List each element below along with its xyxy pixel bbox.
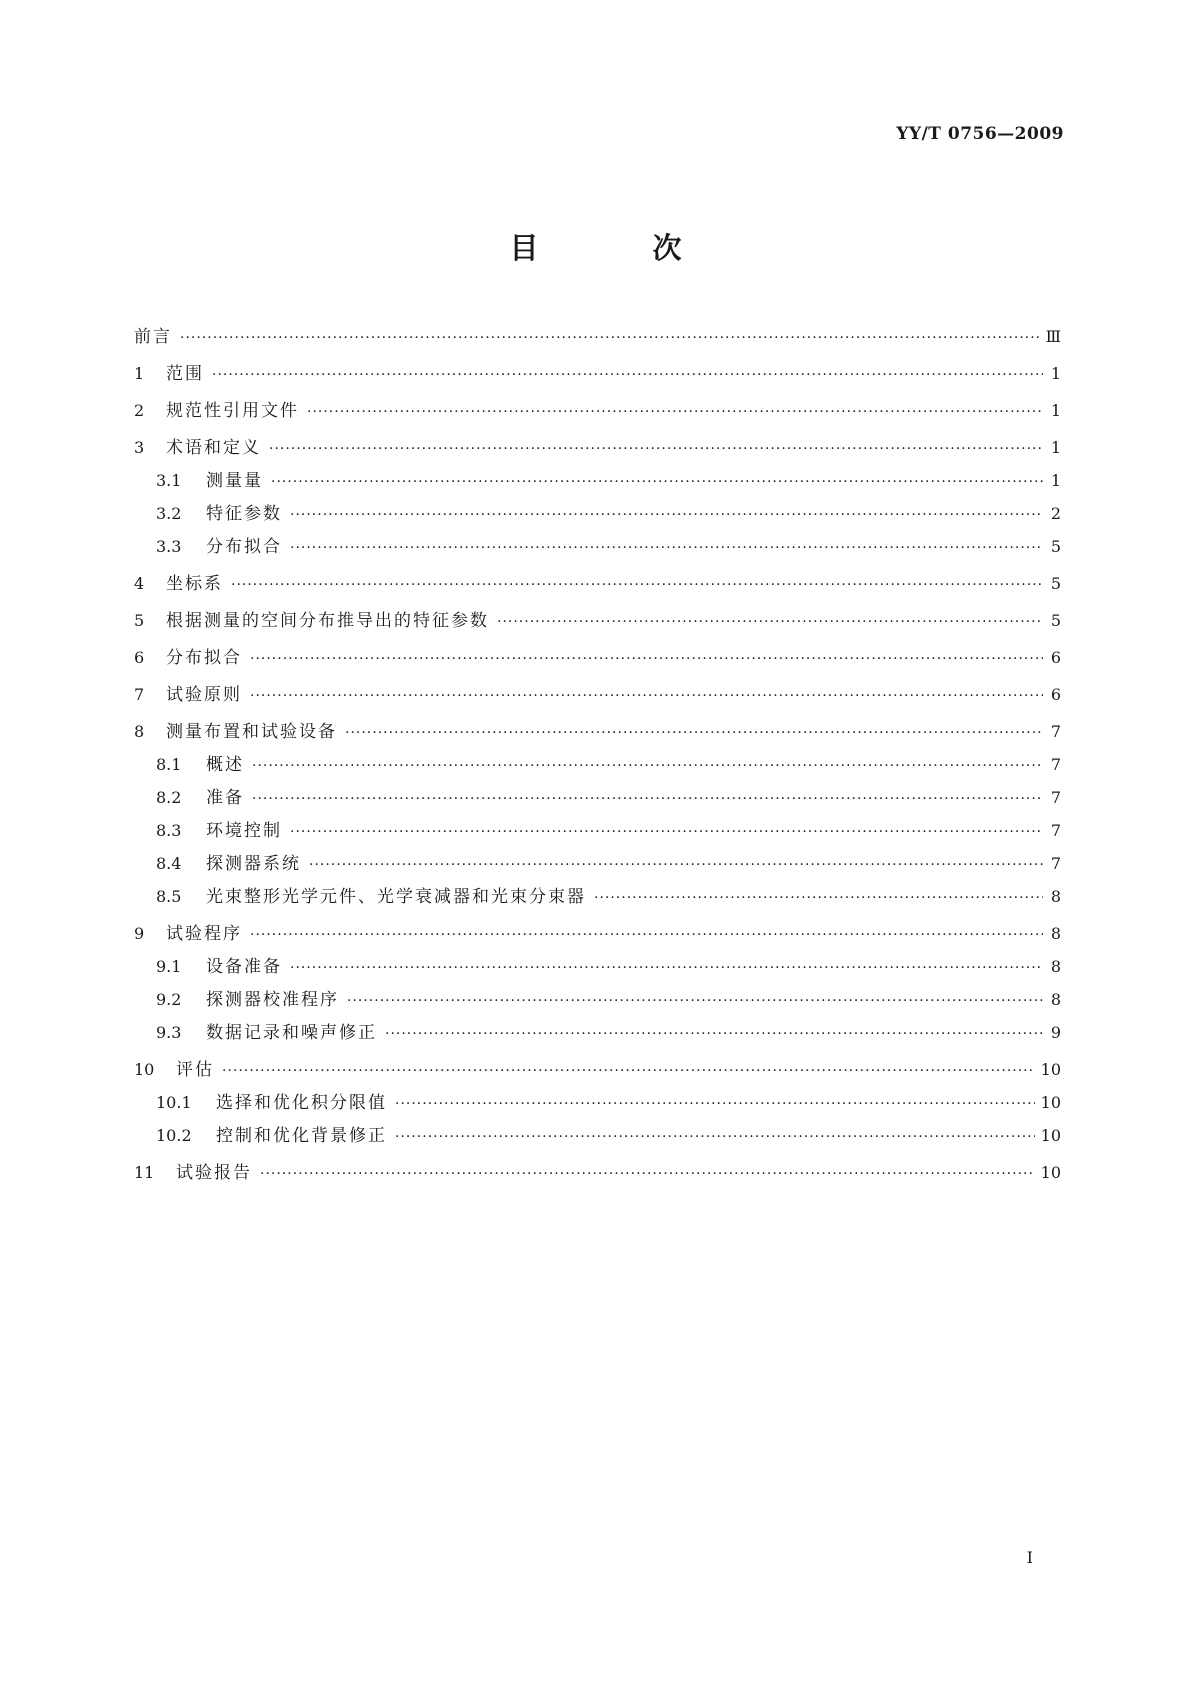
toc-entry-page: 9 xyxy=(1050,1023,1061,1042)
toc-entry xyxy=(134,853,1061,876)
toc-dot-leader xyxy=(250,648,1043,670)
toc-entry-page: 5 xyxy=(1050,611,1061,630)
toc-entry-page: 10 xyxy=(1040,1060,1061,1079)
toc-entry-number: 9 xyxy=(134,924,145,943)
toc-entry-title: 光束整形光学元件、光学衰减器和光束分束器 xyxy=(206,887,586,907)
toc-dot-leader xyxy=(252,755,1043,777)
toc-entry-title: 设备准备 xyxy=(206,957,282,977)
toc-entry xyxy=(134,820,1061,843)
toc-entry-title: 分布拟合 xyxy=(166,648,242,668)
toc-entry-title: 分布拟合 xyxy=(206,537,282,557)
toc-entry-title: 探测器系统 xyxy=(206,854,301,874)
toc-entry-page: 8 xyxy=(1050,990,1061,1009)
toc-entry-title: 概述 xyxy=(206,755,244,775)
toc-entry-number: 2 xyxy=(134,401,145,420)
toc-entry-page: 7 xyxy=(1050,854,1061,873)
toc-entry-title: 测量量 xyxy=(206,471,263,491)
toc-entry-number: 3.3 xyxy=(156,537,182,556)
toc-entry-page: 5 xyxy=(1050,574,1061,593)
toc-dot-leader xyxy=(309,854,1043,876)
toc-entry-page: 7 xyxy=(1050,788,1061,807)
toc-dot-leader xyxy=(231,574,1043,596)
toc-entry-title: 范围 xyxy=(166,364,204,384)
toc-dot-leader xyxy=(290,821,1043,843)
toc-entry xyxy=(134,503,1061,526)
toc-entry-page: 2 xyxy=(1050,504,1061,523)
toc-entry-number: 10.2 xyxy=(156,1126,192,1145)
toc-entry xyxy=(134,754,1061,777)
toc-entry-number: 9.2 xyxy=(156,990,182,1009)
toc-dot-leader xyxy=(260,1163,1035,1185)
toc-entry-number: 8.4 xyxy=(156,854,182,873)
toc-entry xyxy=(134,1022,1061,1045)
toc-entry xyxy=(134,647,1061,670)
toc-entry-title: 评估 xyxy=(176,1060,214,1080)
toc-entry xyxy=(134,536,1061,559)
toc-entry-title: 特征参数 xyxy=(206,504,282,524)
toc-dot-leader xyxy=(497,611,1043,633)
toc-entry-number: 8.3 xyxy=(156,821,182,840)
toc-entry-title: 数据记录和噪声修正 xyxy=(206,1023,377,1043)
toc-entry-page: 10 xyxy=(1040,1093,1061,1112)
toc-entry xyxy=(134,1059,1061,1082)
toc-entry-page: 8 xyxy=(1050,887,1061,906)
toc-dot-leader xyxy=(222,1060,1035,1082)
toc-entry-title: 选择和优化积分限值 xyxy=(216,1093,387,1113)
toc-entry-title: 坐标系 xyxy=(166,574,223,594)
toc-entry-number: 8.2 xyxy=(156,788,182,807)
toc-dot-leader xyxy=(594,887,1043,909)
toc-entry-title: 前言 xyxy=(134,327,172,347)
toc-dot-leader xyxy=(271,471,1043,493)
toc-dot-leader xyxy=(385,1023,1043,1045)
toc-dot-leader xyxy=(252,788,1043,810)
page-number: I xyxy=(1026,1548,1033,1567)
standard-code: YY/T 0756—2009 xyxy=(896,124,1064,144)
toc-dot-leader xyxy=(250,685,1043,707)
toc-entry-page: 10 xyxy=(1040,1126,1061,1145)
toc-entry xyxy=(134,326,1061,349)
toc-entry-number: 9.3 xyxy=(156,1023,182,1042)
page-title: 目 次 xyxy=(509,231,734,265)
toc-entry-page: 1 xyxy=(1050,364,1061,383)
toc-entry-page: 10 xyxy=(1040,1163,1061,1182)
toc-entry-number: 8 xyxy=(134,722,145,741)
toc-entry-page: Ⅲ xyxy=(1045,327,1061,346)
toc-dot-leader xyxy=(290,504,1043,526)
toc-dot-leader xyxy=(250,924,1043,946)
toc-entry-page: 8 xyxy=(1050,957,1061,976)
toc-entry-page: 6 xyxy=(1050,648,1061,667)
toc-entry-number: 10 xyxy=(134,1060,155,1079)
toc-entry-page: 7 xyxy=(1050,821,1061,840)
toc-entry xyxy=(134,437,1061,460)
toc-entry-number: 5 xyxy=(134,611,145,630)
toc-entry-page: 5 xyxy=(1050,537,1061,556)
toc-entry-number: 3 xyxy=(134,438,145,457)
toc-entry xyxy=(134,787,1061,810)
toc-entry-title: 试验原则 xyxy=(166,685,242,705)
toc-entry-title: 规范性引用文件 xyxy=(166,401,299,421)
toc-entry xyxy=(134,721,1061,744)
toc-dot-leader xyxy=(269,438,1043,460)
toc-entry-number: 4 xyxy=(134,574,145,593)
toc-entry-number: 3.1 xyxy=(156,471,182,490)
toc-dot-leader xyxy=(395,1126,1035,1148)
toc-dot-leader xyxy=(307,401,1043,423)
toc-entry xyxy=(134,684,1061,707)
toc-dot-leader xyxy=(395,1093,1035,1115)
table-of-contents xyxy=(134,326,1061,1185)
toc-entry-title: 探测器校准程序 xyxy=(206,990,339,1010)
toc-entry-page: 7 xyxy=(1050,722,1061,741)
toc-entry-number: 8.5 xyxy=(156,887,182,906)
toc-entry xyxy=(134,1125,1061,1148)
toc-entry-number: 11 xyxy=(134,1163,155,1182)
toc-entry-number: 3.2 xyxy=(156,504,182,523)
toc-entry xyxy=(134,1092,1061,1115)
toc-entry xyxy=(134,400,1061,423)
toc-entry xyxy=(134,573,1061,596)
toc-entry-page: 1 xyxy=(1050,401,1061,420)
toc-dot-leader xyxy=(290,537,1043,559)
toc-entry-title: 测量布置和试验设备 xyxy=(166,722,337,742)
toc-entry xyxy=(134,1162,1061,1185)
toc-entry-title: 控制和优化背景修正 xyxy=(216,1126,387,1146)
toc-entry xyxy=(134,956,1061,979)
toc-entry xyxy=(134,470,1061,493)
toc-entry-title: 准备 xyxy=(206,788,244,808)
toc-entry-title: 术语和定义 xyxy=(166,438,261,458)
toc-entry-number: 6 xyxy=(134,648,145,667)
toc-entry-number: 9.1 xyxy=(156,957,182,976)
toc-entry-page: 8 xyxy=(1050,924,1061,943)
toc-dot-leader xyxy=(290,957,1043,979)
toc-entry xyxy=(134,923,1061,946)
toc-entry-number: 10.1 xyxy=(156,1093,192,1112)
toc-entry-page: 7 xyxy=(1050,755,1061,774)
toc-entry-title: 试验报告 xyxy=(176,1163,252,1183)
toc-dot-leader xyxy=(347,990,1043,1012)
toc-entry-number: 8.1 xyxy=(156,755,182,774)
toc-entry-page: 1 xyxy=(1050,471,1061,490)
toc-dot-leader xyxy=(212,364,1043,386)
toc-entry-number: 7 xyxy=(134,685,145,704)
toc-dot-leader xyxy=(180,327,1040,349)
toc-entry xyxy=(134,886,1061,909)
toc-entry xyxy=(134,989,1061,1012)
toc-entry xyxy=(134,363,1061,386)
toc-entry-number: 1 xyxy=(134,364,145,383)
toc-entry xyxy=(134,610,1061,633)
toc-entry-page: 6 xyxy=(1050,685,1061,704)
toc-entry-title: 环境控制 xyxy=(206,821,282,841)
toc-entry-title: 试验程序 xyxy=(166,924,242,944)
toc-entry-title: 根据测量的空间分布推导出的特征参数 xyxy=(166,611,489,631)
toc-dot-leader xyxy=(345,722,1043,744)
toc-entry-page: 1 xyxy=(1050,438,1061,457)
